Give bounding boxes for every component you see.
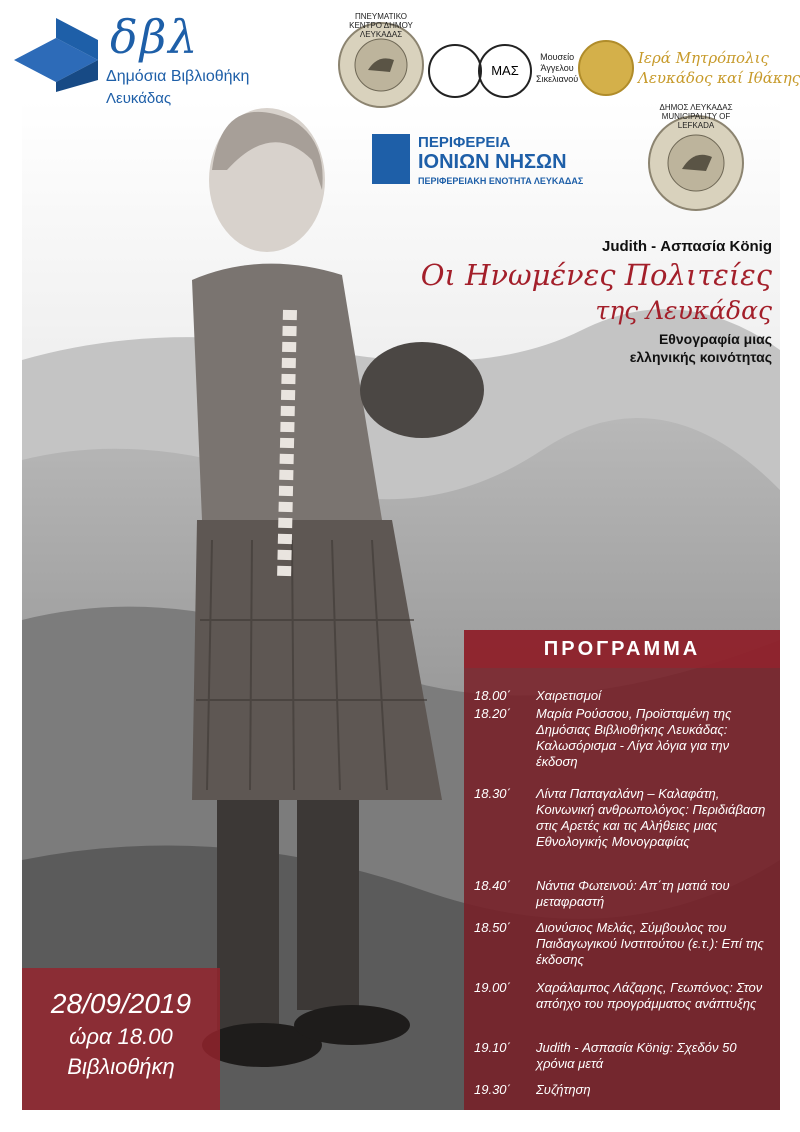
library-logo xyxy=(10,10,280,110)
pneumatiko-kentro-seal xyxy=(338,12,424,108)
event-time: ώρα 18.00 xyxy=(69,1024,173,1049)
dimos-caption: ΔΗΜΟΣ ΛΕΥΚΑΔΑΣ MUNICIPALITY OF LEFKADA xyxy=(659,103,733,130)
perifereia-logo xyxy=(372,134,612,194)
event-date: 28/09/2019 xyxy=(50,988,192,1019)
pegasus-coin-icon xyxy=(650,117,742,209)
perifereia-line1: ΠΕΡΙΦΕΡΕΙΑ xyxy=(418,134,511,151)
mitropolis-seal-icon xyxy=(578,40,634,96)
museum-logo xyxy=(428,42,579,98)
library-cube-icon xyxy=(10,14,102,92)
pneumatiko-caption: ΠΝΕΥΜΑΤΙΚΟ ΚΕΝΤΡΟ ΔΗΜΟΥ ΛΕΥΚΑΔΑΣ xyxy=(349,12,413,39)
program-panel: ΠΡΟΓΡΑΜΜΑ 18.00΄ Χαιρετισμοί 18.20΄ Μαρία Ρούσσου, Προϊσταμένη της Δημόσιας Βιβλιοθήκης Λευκάδας: Καλωσόρισμα - Λίγα λόγια για την έκδοση 18.30΄ Λίντα Παπαγαλάνη – Καλαφάτη, Κοινωνική ανθρωπολόγος: Περιδιάβαση στις Αρετές και τις Αλήθειες μιας Εθνολογικής Μονογραφίας 18.40΄ Νάντια Φωτεινού: Απ΄τη ματιά του μεταφραστή 18.50΄ Διονύσιος Μελάς, Σύμβουλος του Παιδαγωγικού Ινστιτούτου (ε.τ.): Επί της έκδοσης 19.00΄ Χαράλαμπος Λάζαρης, Γεωπόνος: Στον απόηχο του προγράμματος ανάπτυξης 19.10΄ Judith - Ασπασία König: Σχεδόν 50 χρόνια μετά 19.30΄ Συζήτηση xyxy=(464,630,780,1110)
logo-line2: Λευκάδας xyxy=(106,90,172,107)
perifereia-ship-icon xyxy=(372,134,410,184)
program-title: ΠΡΟΓΡΑΜΜΑ xyxy=(543,638,701,660)
mitropolis-logo xyxy=(578,40,800,100)
museum-caption: Μουσείο Άγγελου Σικελιανού xyxy=(536,52,579,84)
perifereia-line3: ΠΕΡΙΦΕΡΕΙΑΚΗ ΕΝΟΤΗΤΑ ΛΕΥΚΑΔΑΣ xyxy=(418,176,584,186)
book-author: Judith - Ασπασία König xyxy=(601,238,772,255)
book-title-line2: της Λευκάδας xyxy=(595,296,772,325)
perifereia-line2: ΙΟΝΙΩΝ ΝΗΣΩΝ xyxy=(418,151,567,173)
book-subtitle: Εθνογραφία μιας ελληνικής κοινότητας xyxy=(629,331,772,365)
book-title-line1: Οι Ηνωμένες Πολιτείες xyxy=(420,258,772,292)
event-date-box xyxy=(22,968,220,1110)
mitropolis-text: Ιερά Μητρόπολις Λευκάδος καί Ιθάκης xyxy=(638,49,800,87)
logo-mark: δβλ xyxy=(110,10,200,64)
museum-face-icon xyxy=(428,44,482,98)
dimos-lefkadas-seal xyxy=(648,103,744,211)
event-place: Βιβλιοθήκη xyxy=(67,1054,175,1079)
logo-line1: Δημόσια Βιβλιοθήκη xyxy=(106,68,250,85)
museum-monogram: ΜΑΣ xyxy=(478,44,532,98)
